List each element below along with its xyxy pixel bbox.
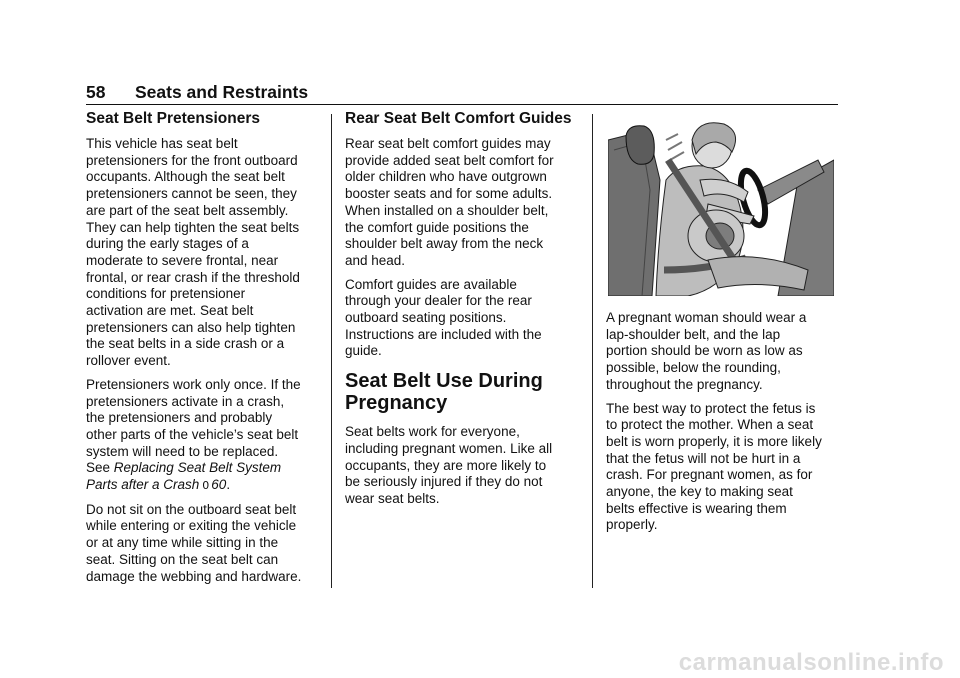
paragraph-comfort-guides-dealer: Comfort guides are available through your dealer for the rear outboard seating positions. Instructions are included with the guide. [345,276,542,359]
cross-reference-link-line2[interactable]: Parts after a Crash [86,477,200,493]
column-divider-left [331,114,332,588]
pregnant-woman-seat-belt-illustration [608,120,834,296]
cross-reference-page[interactable]: 60 [211,477,227,493]
paragraph-do-not-sit: Do not sit on the outboard seat belt while entering or exiting the vehicle or at any time while sitting in the seat. Sitting on the seat belt can damage the webbing and hardware. [86,501,302,584]
heading-line2: Pregnancy [345,392,448,415]
paragraph-pretensioners-intro: This vehicle has seat belt pretensioners for the front outboard occupants. Although the seat belt pretensioners cannot be seen, they are part of the seat belt assembly. They can help tighten the seat belts during the early stages of a moderate to severe frontal, near frontal, or rear crash if the threshold conditions for pretensioner activation are met. Seat belt pretensioners can also help tighten the seat belts in a side crash or a rollover event. [86,136,300,369]
see-label: See [86,460,114,476]
heading-line1: Seat Belt Use During [345,370,543,393]
page-reference-icon: 0 [202,479,210,493]
heading-seat-belt-pretensioners: Seat Belt Pretensioners [86,110,261,127]
page-header [86,82,838,105]
paragraph-text: Pretensioners work only once. If the pretensioners activate in a crash, the pretensioners and probably other parts of the vehicle’s seat belt system will need to be replaced. [86,376,301,459]
column-left [86,110,326,592]
column-divider-right [592,114,593,588]
heading-seat-belt-use-pregnancy [345,370,585,414]
heading-rear-seat-belt-comfort-guides: Rear Seat Belt Comfort Guides [345,110,572,127]
paragraph-pregnant-belt-position: A pregnant woman should wear a lap-shoulder belt, and the lap portion should be worn as low as possible, below the rounding, throughout the pregnancy. [606,310,807,392]
paragraph-protect-fetus: The best way to protect the fetus is to protect the mother. When a seat belt is worn properly, it is more likely that the fetus will not be hurt in a crash. For pregnant women, as for anyone, the key to making seat belts effective is wearing them properly. [606,400,822,533]
paragraph-comfort-guides-intro: Rear seat belt comfort guides may provide added seat belt comfort for older children who have outgrown booster seats and for some adults. When installed on a shoulder belt, the comfort guide positions the shoulder belt away from the neck and head. [345,136,554,268]
sentence-period: . [226,477,231,493]
watermark: carmanualsonline.info [678,649,944,676]
column-right [606,110,842,541]
paragraph-pretensioners-once [86,377,326,495]
paragraph-pregnancy-intro: Seat belts work for everyone, including pregnant women. Like all occupants, they are more likely to be seriously injured if they do not wear seat belts. [345,424,553,506]
column-middle [345,110,585,515]
section-title: Seats and Restraints [135,82,309,102]
page-number: 58 [86,82,106,102]
cross-reference-link-line1[interactable]: Replacing Seat Belt System [113,460,282,476]
